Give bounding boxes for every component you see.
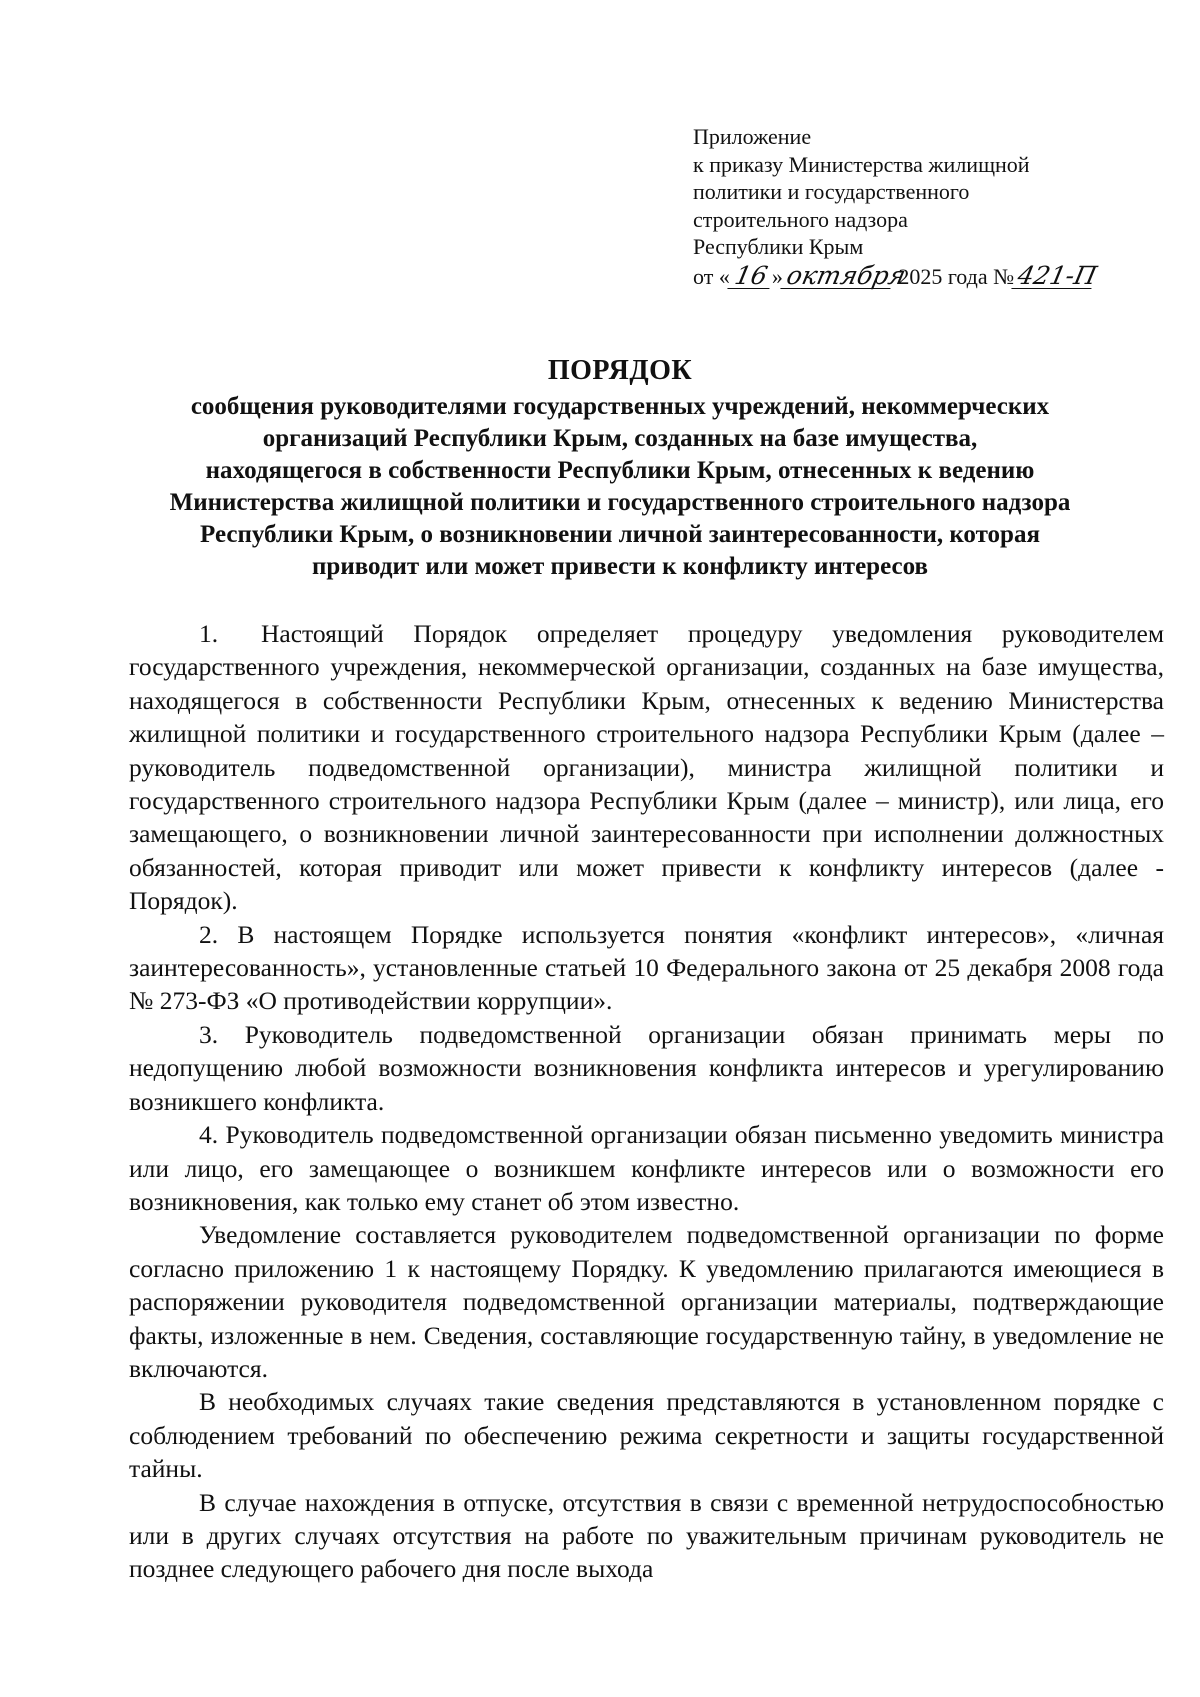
- date-year-text: 2025 года №: [898, 263, 1015, 289]
- handwritten-month: октября: [780, 264, 895, 289]
- title-line: Республики Крым, о возникновении личной заинтересованности, которая: [200, 521, 1040, 548]
- paragraph-2: 2. В настоящем Порядке используется понятия «конфликт интересов», «личная заинтересованность», установленные статьей 10 Федерального закона от 25 декабря 2008 года № 273-ФЗ «О противодействии коррупции».: [129, 919, 1164, 1016]
- title-line: организаций Республики Крым, созданных на базе имущества,: [262, 425, 978, 452]
- appendix-header: [693, 123, 1163, 290]
- paragraph-number: 1.: [199, 619, 219, 648]
- title-line: приводит или может привести к конфликту интересов: [312, 553, 928, 580]
- handwritten-order-number: 421-П: [1011, 264, 1096, 289]
- paragraph-1: [129, 617, 1164, 918]
- title-line: находящегося в собственности Республики Крым, отнесенных к ведению: [205, 457, 1035, 484]
- appendix-line: Республики Крым: [693, 234, 864, 259]
- paragraph-7: В случае нахождения в отпуске, отсутствия в связи с временной нетрудоспособностью или в других случаях отсутствия на работе по уважительным причинам руководитель не позднее следующего рабочего дня после выхода: [129, 1487, 1164, 1584]
- appendix-line: к приказу Министерства жилищной: [693, 151, 1030, 177]
- paragraph-3: 3. Руководитель подведомственной организации обязан принимать меры по недопущению любой возможности возникновения конфликта интересов и урегулированию возникшего конфликта.: [129, 1019, 1164, 1116]
- appendix-line: строительного надзора: [693, 206, 908, 232]
- date-mid: »: [771, 263, 783, 289]
- paragraph-1-text: Настоящий Порядок определяет процедуру уведомления руководителем государственного учреждения, некоммерческой организации, созданных на базе имущества, находящегося в собственности Республики Крым, отнесенных к ведению Министерства жилищной политики и государственного строительного надзора Республики Крым (далее – руководитель подведомственной организации), министра жилищной политики и государственного строительного надзора Республики Крым (далее – министр), или лица, его замещающего, о возникновении личной заинтересованности при исполнении должностных обязанностей, которая приводит или может привести к конфликту интересов (далее - Порядок).: [129, 619, 1164, 916]
- paragraph-4: 4. Руководитель подведомственной организации обязан письменно уведомить министра или лицо, его замещающее о возникшем конфликте интересов или о возможности его возникновения, как только ему станет об этом известно.: [129, 1120, 1164, 1216]
- date-prefix: от «: [693, 263, 730, 289]
- paragraph-5: Уведомление составляется руководителем подведомственной организации по форме согласно приложению 1 к настоящему Порядку. К уведомлению прилагаются имеющиеся в распоряжении руководителя подведомственной организации материалы, подтверждающие факты, изложенные в нем. Сведения, составляющие государственную тайну, в уведомление не включаются.: [129, 1220, 1164, 1383]
- title-heading: ПОРЯДОК: [547, 355, 693, 386]
- handwritten-day: 16: [727, 264, 774, 289]
- order-date-line: [693, 260, 1163, 291]
- document-body: [129, 617, 1164, 1586]
- title-line: сообщения руководителями государственных учреждений, некоммерческих: [190, 393, 1050, 420]
- paragraph-6: В необходимых случаях такие сведения представляются в установленном порядке с соблюдением требований по обеспечению режима секретности и защиты государственной тайны.: [129, 1387, 1164, 1484]
- title-line: Министерства жилищной политики и государственного строительного надзора: [169, 489, 1071, 516]
- document-title: [120, 355, 1120, 583]
- appendix-line: политики и государственного: [693, 179, 970, 204]
- appendix-line: Приложение: [693, 124, 812, 149]
